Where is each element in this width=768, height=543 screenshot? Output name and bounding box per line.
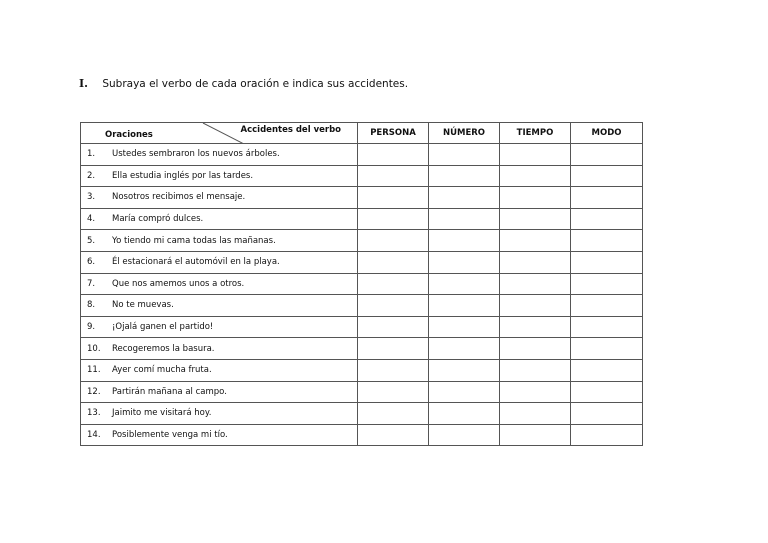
sentence-number: 13.: [87, 408, 101, 419]
table-row: [81, 208, 643, 230]
modo-answer-cell[interactable]: [571, 165, 643, 187]
table-row: [81, 187, 643, 209]
sentence-cell: [81, 165, 358, 187]
sentence-number: 6.: [87, 257, 96, 268]
tiempo-answer-cell[interactable]: [500, 144, 571, 166]
persona-answer-cell[interactable]: [358, 381, 429, 403]
sentence-text: No te muevas.: [112, 300, 174, 311]
persona-answer-cell[interactable]: [358, 251, 429, 273]
modo-answer-cell[interactable]: [571, 338, 643, 360]
persona-answer-cell[interactable]: [358, 144, 429, 166]
numero-answer-cell[interactable]: [429, 273, 500, 295]
modo-answer-cell[interactable]: [571, 359, 643, 381]
sentence-text: Ella estudia inglés por las tardes.: [112, 170, 254, 181]
sentence-cell: [81, 316, 358, 338]
sentence-cell: [81, 187, 358, 209]
modo-answer-cell[interactable]: [571, 144, 643, 166]
modo-answer-cell[interactable]: [571, 403, 643, 425]
sentence-cell: [81, 424, 358, 446]
sentence-number: 8.: [87, 300, 96, 311]
header-tiempo: TIEMPO: [500, 123, 571, 144]
numero-answer-cell[interactable]: [429, 424, 500, 446]
tiempo-answer-cell[interactable]: [500, 187, 571, 209]
header-numero: NÚMERO: [429, 123, 500, 144]
sentence-text: Recogeremos la basura.: [112, 343, 215, 354]
sentence-cell: [81, 144, 358, 166]
modo-answer-cell[interactable]: [571, 381, 643, 403]
numero-answer-cell[interactable]: [429, 165, 500, 187]
table-row: [81, 251, 643, 273]
numero-answer-cell[interactable]: [429, 295, 500, 317]
table-row: [81, 144, 643, 166]
table-row: [81, 230, 643, 252]
table-row: [81, 381, 643, 403]
persona-answer-cell[interactable]: [358, 165, 429, 187]
persona-answer-cell[interactable]: [358, 273, 429, 295]
persona-answer-cell[interactable]: [358, 424, 429, 446]
table-body: [81, 144, 643, 446]
sentence-cell: [81, 359, 358, 381]
sentence-cell: [81, 381, 358, 403]
tiempo-answer-cell[interactable]: [500, 208, 571, 230]
numero-answer-cell[interactable]: [429, 144, 500, 166]
sentence-text: Que nos amemos unos a otros.: [112, 278, 245, 289]
sentence-cell: [81, 251, 358, 273]
numero-answer-cell[interactable]: [429, 403, 500, 425]
sentence-number: 7.: [87, 278, 96, 289]
modo-answer-cell[interactable]: [571, 251, 643, 273]
sentence-cell: [81, 338, 358, 360]
modo-answer-cell[interactable]: [571, 208, 643, 230]
modo-answer-cell[interactable]: [571, 424, 643, 446]
sentence-text: Yo tiendo mi cama todas las mañanas.: [112, 235, 276, 246]
table-row: [81, 338, 643, 360]
sentence-text: Ustedes sembraron los nuevos árboles.: [112, 149, 280, 160]
header-persona: PERSONA: [358, 123, 429, 144]
tiempo-answer-cell[interactable]: [500, 230, 571, 252]
instruction-text: Subraya el verbo de cada oración e indica sus accidentes.: [102, 78, 409, 90]
tiempo-answer-cell[interactable]: [500, 165, 571, 187]
table-row: [81, 316, 643, 338]
sentence-cell: [81, 230, 358, 252]
tiempo-answer-cell[interactable]: [500, 316, 571, 338]
sentence-text: Jaimito me visitará hoy.: [112, 408, 212, 419]
sentence-number: 11.: [87, 365, 101, 376]
header-accidentes-del-verbo: Accidentes del verbo: [240, 125, 341, 135]
modo-answer-cell[interactable]: [571, 316, 643, 338]
numero-answer-cell[interactable]: [429, 338, 500, 360]
modo-answer-cell[interactable]: [571, 187, 643, 209]
table-row: [81, 165, 643, 187]
exercise-number: I.: [79, 77, 88, 90]
numero-answer-cell[interactable]: [429, 230, 500, 252]
persona-answer-cell[interactable]: [358, 403, 429, 425]
sentence-text: Nosotros recibimos el mensaje.: [112, 192, 246, 203]
sentence-number: 12.: [87, 386, 101, 397]
modo-answer-cell[interactable]: [571, 230, 643, 252]
sentence-number: 14.: [87, 430, 101, 441]
table-row: [81, 424, 643, 446]
persona-answer-cell[interactable]: [358, 230, 429, 252]
sentence-number: 3.: [87, 192, 96, 203]
sentence-number: 5.: [87, 235, 96, 246]
numero-answer-cell[interactable]: [429, 187, 500, 209]
persona-answer-cell[interactable]: [358, 208, 429, 230]
modo-answer-cell[interactable]: [571, 273, 643, 295]
tiempo-answer-cell[interactable]: [500, 403, 571, 425]
sentence-number: 2.: [87, 170, 96, 181]
numero-answer-cell[interactable]: [429, 359, 500, 381]
sentence-number: 10.: [87, 343, 101, 354]
sentence-text: Ayer comí mucha fruta.: [112, 365, 212, 376]
modo-answer-cell[interactable]: [571, 295, 643, 317]
sentence-cell: [81, 295, 358, 317]
persona-answer-cell[interactable]: [358, 316, 429, 338]
sentence-text: ¡Ojalá ganen el partido!: [112, 322, 214, 333]
table-row: [81, 403, 643, 425]
sentence-number: 4.: [87, 214, 96, 225]
sentence-cell: [81, 208, 358, 230]
table-row: [81, 295, 643, 317]
sentence-number: 1.: [87, 149, 96, 160]
numero-answer-cell[interactable]: [429, 208, 500, 230]
tiempo-answer-cell[interactable]: [500, 251, 571, 273]
verb-accidents-table: [80, 122, 643, 446]
tiempo-answer-cell[interactable]: [500, 273, 571, 295]
table-header-row: [81, 123, 643, 144]
persona-answer-cell[interactable]: [358, 359, 429, 381]
sentence-text: Posiblemente venga mi tío.: [112, 430, 228, 441]
diagonal-header-cell: [81, 123, 358, 144]
exercise-instruction: [79, 77, 408, 91]
sentence-text: María compró dulces.: [112, 214, 204, 225]
tiempo-answer-cell[interactable]: [500, 381, 571, 403]
sentence-cell: [81, 273, 358, 295]
tiempo-answer-cell[interactable]: [500, 295, 571, 317]
sentence-cell: [81, 403, 358, 425]
tiempo-answer-cell[interactable]: [500, 359, 571, 381]
persona-answer-cell[interactable]: [358, 338, 429, 360]
sentence-text: Partirán mañana al campo.: [112, 386, 227, 397]
table-row: [81, 359, 643, 381]
table-row: [81, 273, 643, 295]
persona-answer-cell[interactable]: [358, 295, 429, 317]
tiempo-answer-cell[interactable]: [500, 338, 571, 360]
header-oraciones: Oraciones: [105, 130, 153, 140]
numero-answer-cell[interactable]: [429, 381, 500, 403]
persona-answer-cell[interactable]: [358, 187, 429, 209]
sentence-number: 9.: [87, 322, 96, 333]
header-modo: MODO: [571, 123, 643, 144]
numero-answer-cell[interactable]: [429, 316, 500, 338]
sentence-text: Él estacionará el automóvil en la playa.: [112, 257, 280, 268]
numero-answer-cell[interactable]: [429, 251, 500, 273]
tiempo-answer-cell[interactable]: [500, 424, 571, 446]
